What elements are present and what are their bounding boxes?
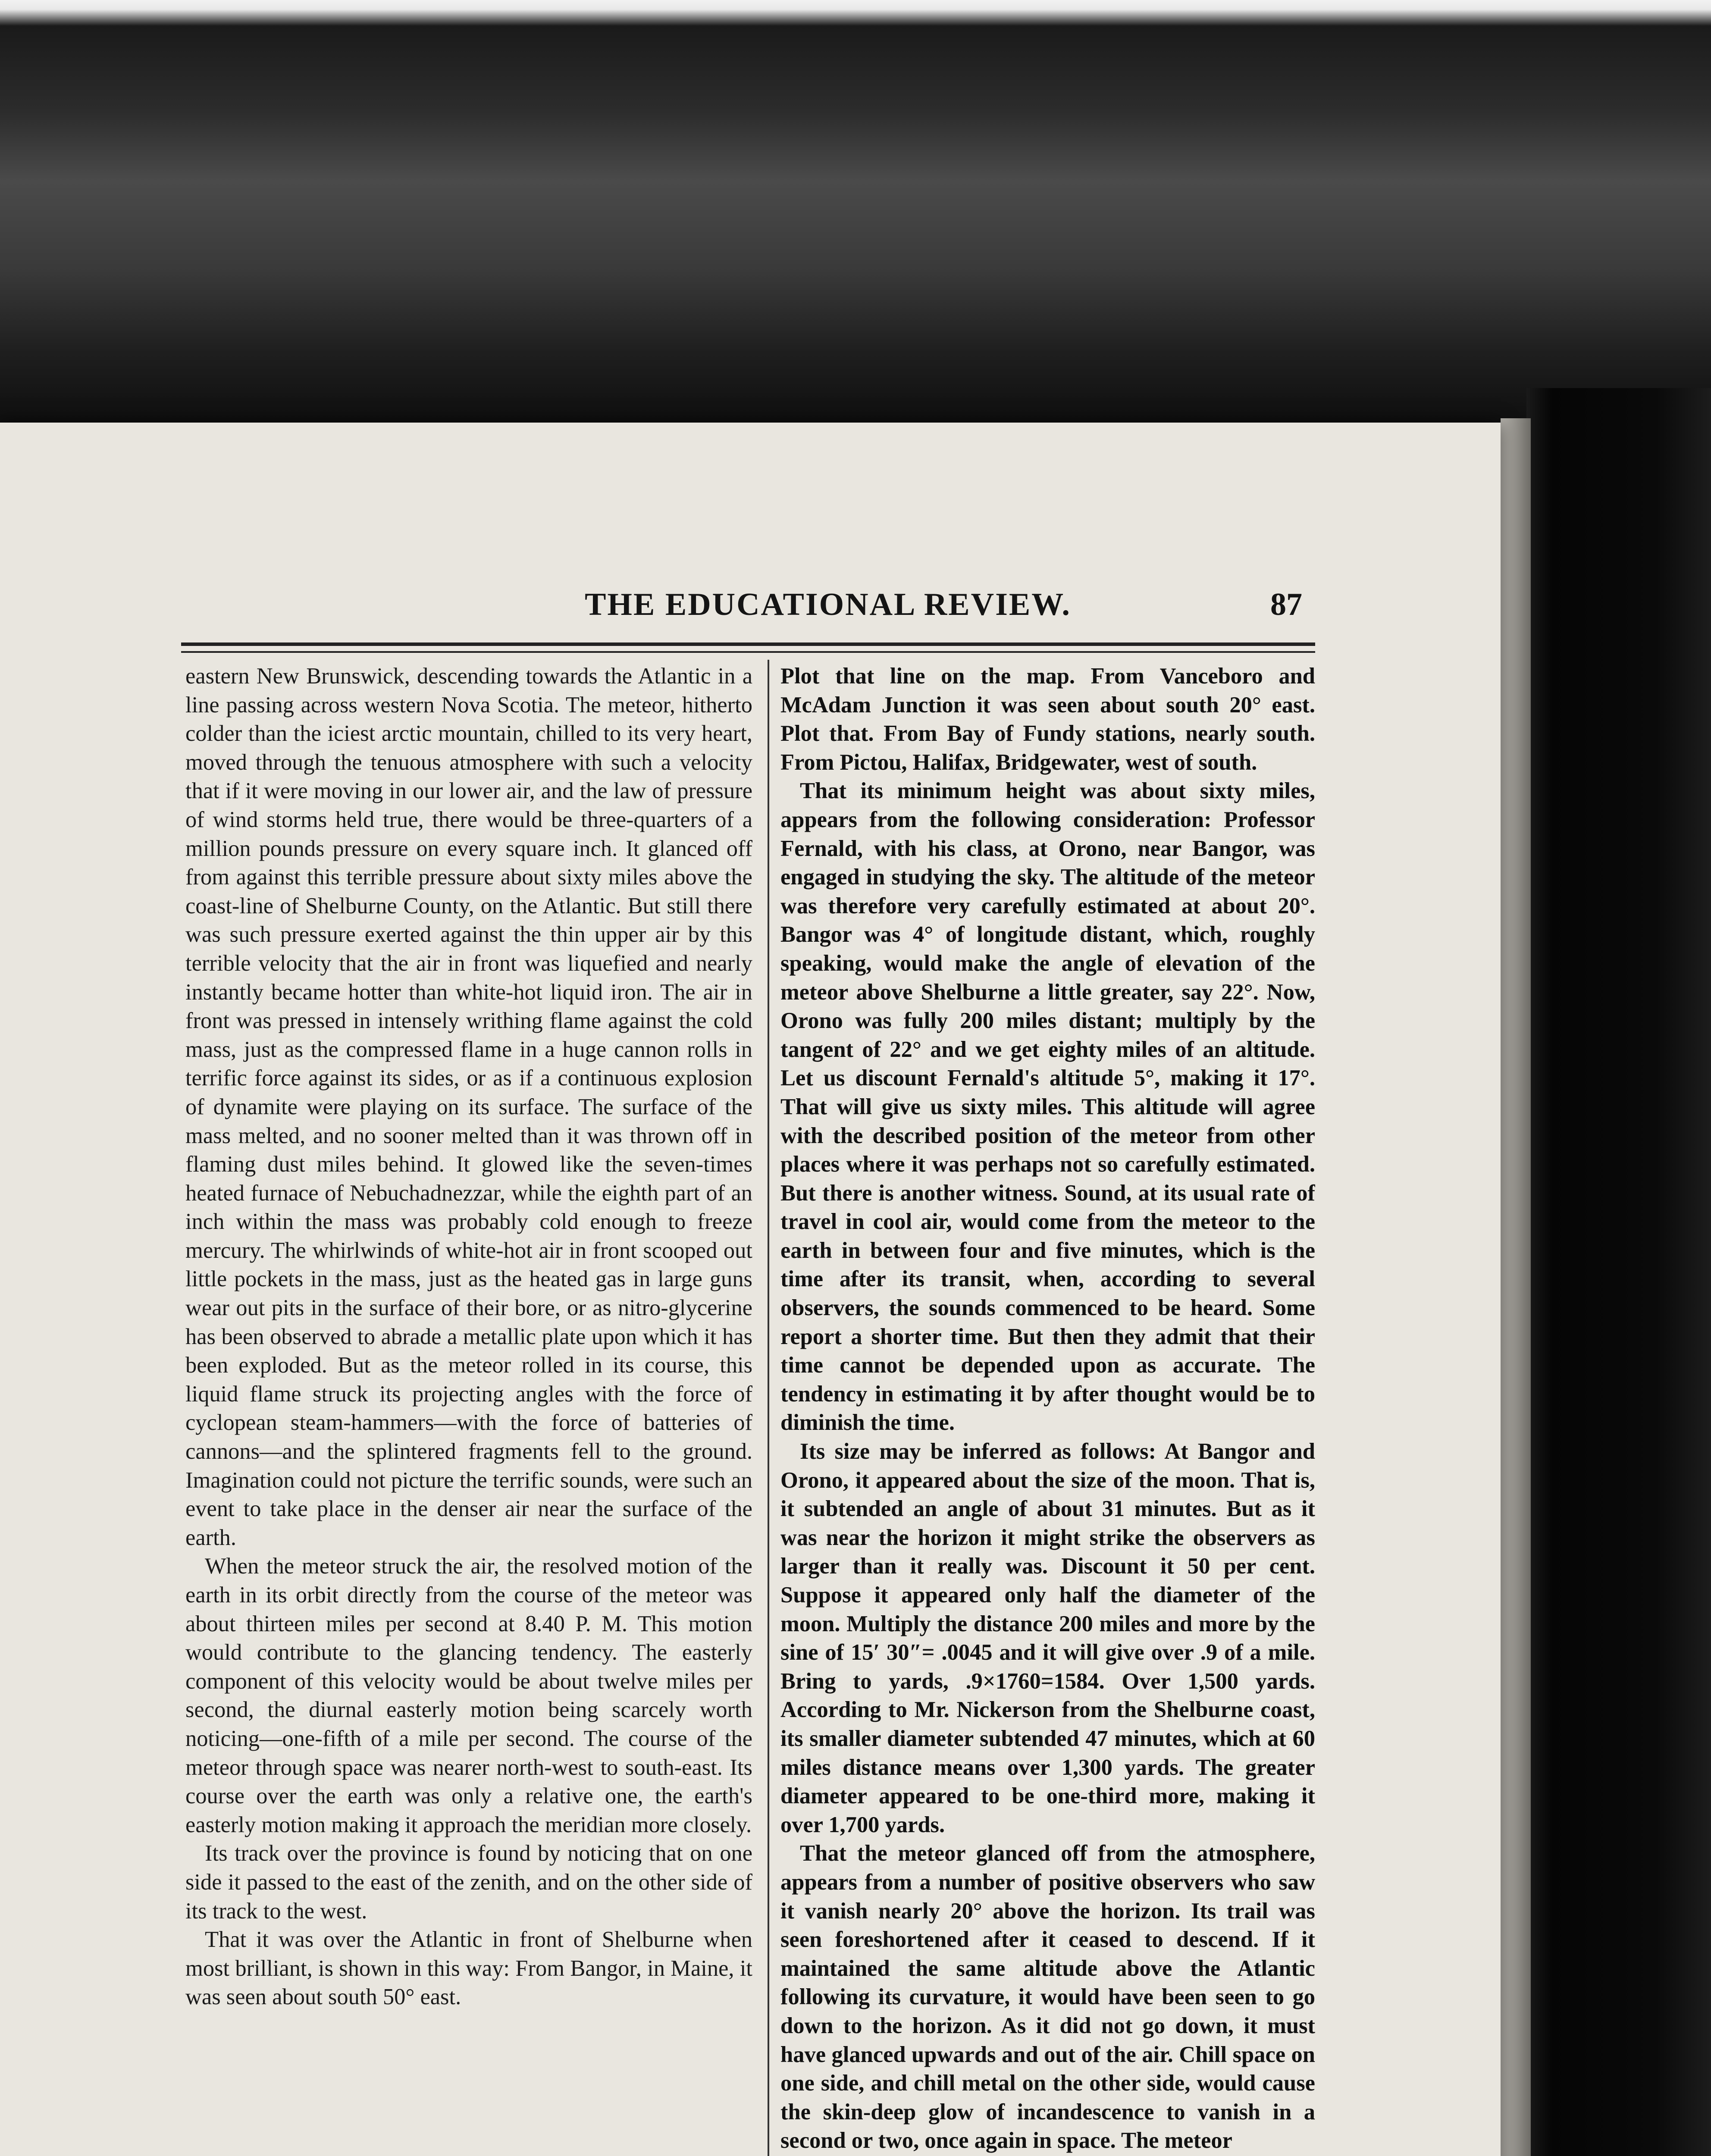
left-paragraph-2: When the meteor struck the air, the resolved motion of the earth in its orbit directly from the course of the meteor was about thirteen miles per second at 8.40 P. M. This motion would contribute to the glancing tendency. The easterly component of this velocity would be about twelve miles per second, the diurnal easterly motion being scarcely worth noticing—one-fifth of a mile per second. The course of the meteor through space was nearer north-west to south-east. Its course over the earth was only a relative one, the earth's easterly motion making it approach the meridian more closely. — [185, 1554, 752, 1837]
running-title: THE EDUCATIONAL REVIEW. — [585, 587, 1071, 622]
header-rule-thick — [181, 642, 1315, 646]
left-paragraph-3: Its track over the province is found by noticing that on one side it passed to the east of the zenith, and on the other side of its track to the west. — [185, 1841, 752, 1924]
page-header — [181, 586, 1302, 638]
header-rule-thin — [181, 651, 1315, 653]
right-paragraph-3: Its size may be inferred as follows: At Bangor and Orono, it appeared about the size of the moon. That is, it subtended an angle of about 31 minutes. But as it was near the horizon it might strike the observers as larger than it really was. Discount it 50 per cent. Suppose it appeared only half the diameter of the moon. Multiply the distance 200 miles and more by the sine of 15′ 30″= .0045 and it will give over .9 of a mile. Bring to yards, .9×1760=1584. Over 1,500 yards. According to Mr. Nickerson from the Shelburne coast, its smaller diameter subtended 47 minutes, which at 60 miles distance means over 1,300 yards. The greater diameter appeared to be one-third more, making it over 1,700 yards. — [780, 1439, 1315, 1837]
page-edge-shadow — [1501, 418, 1531, 2156]
right-paragraph-4: That the meteor glanced off from the atmosphere, appears from a number of positive observers who saw it vanish nearly 20° above the horizon. Its trail was seen foreshortened after it ceased to descend. If it maintained the same altitude above the Atlantic following its curvature, it would have been seen to go down to the horizon. As it did not go down, it must have glanced upwards and out of the air. Chill space on one side, and chill metal on the other side, would cause the skin-deep glow of incandescence to vanish in a second or two, once again in space. The meteor — [780, 1841, 1315, 2153]
right-column — [780, 662, 1315, 2156]
left-paragraph-1: eastern New Brunswick, descending towards the Atlantic in a line passing across western Nova Scotia. The meteor, hitherto colder than the iciest arctic mountain, chilled to its very heart, moved through the tenuous atmosphere with such a velocity that if it were moving in our lower air, and the law of pressure of wind storms held true, there would be three-quarters of a million pounds pressure on every square inch. It glanced off from against this terrible pressure about sixty miles above the coast-line of Shelburne County, on the Atlantic. But still there was such pressure exerted against the thin upper air by this terrible velocity that the air in front was liquefied and nearly instantly became hotter than white-hot liquid iron. The air in front was pressed in intensely writhing flame against the cold mass, just as the compressed flame in a huge cannon rolls in terrific force against its sides, or as if a continuous explosion of dynamite were playing on its surface. The surface of the mass melted, and no sooner melted than it was thrown off in flaming dust miles behind. It glowed like the seven-times heated furnace of Nebuchadnezzar, while the eighth part of an inch within the mass was probably cold enough to freeze mercury. The whirlwinds of white-hot air in front scooped out little pockets in the mass, just as the heated gas in large guns wear out pits in the surface of their bore, or as nitro-glycerine has been observed to abrade a metallic plate upon which it has been exploded. But as the meteor rolled in its course, this liquid flame struck its projecting angles with the force of cyclopean steam-hammers—with the force of batteries of cannons—and the splintered fragments fell to the ground. Imagination could not picture the terrific sounds, were such an event to take place in the denser air near the surface of the earth. — [185, 664, 752, 1550]
page-number: 87 — [1270, 587, 1302, 622]
left-paragraph-4: That it was over the Atlantic in front of Shelburne when most brilliant, is shown in this way: From Bangor, in Maine, it was seen about south 50° east. — [185, 1927, 752, 2010]
film-border-top — [0, 0, 1711, 423]
right-paragraph-1: Plot that line on the map. From Vanceboro and McAdam Junction it was seen about south 20° east. Plot that. From Bay of Fundy stations, nearly south. From Pictou, Halifax, Bridgewater, west of south. — [780, 664, 1315, 775]
left-column — [185, 662, 752, 2156]
film-border-right — [1526, 388, 1711, 2156]
column-divider — [768, 660, 769, 2156]
right-paragraph-2: That its minimum height was about sixty miles, appears from the following consideration: Professor Fernald, with his class, at Orono, near Bangor, was engaged in studying the sky. The altitude of the meteor was therefore very carefully estimated at about 20°. Bangor was 4° of longitude distant, which, roughly speaking, would make the angle of elevation of the meteor above Shelburne a little greater, say 22°. Now, Orono was fully 200 miles distant; multiply by the tangent of 22° and we get eighty miles of an altitude. Let us discount Fernald's altitude 5°, making it 17°. That will give us sixty miles. This altitude will agree with the described position of the meteor from other places where it was perhaps not so carefully estimated. But there is another witness. Sound, at its usual rate of travel in cool air, would come from the meteor to the earth in between four and five minutes, which is the time after its transit, when, according to several observers, the sounds commenced to be heard. Some report a shorter time. But then they admit that their time cannot be depended upon as accurate. The tendency in estimating it by after thought would be to diminish the time. — [780, 778, 1315, 1435]
